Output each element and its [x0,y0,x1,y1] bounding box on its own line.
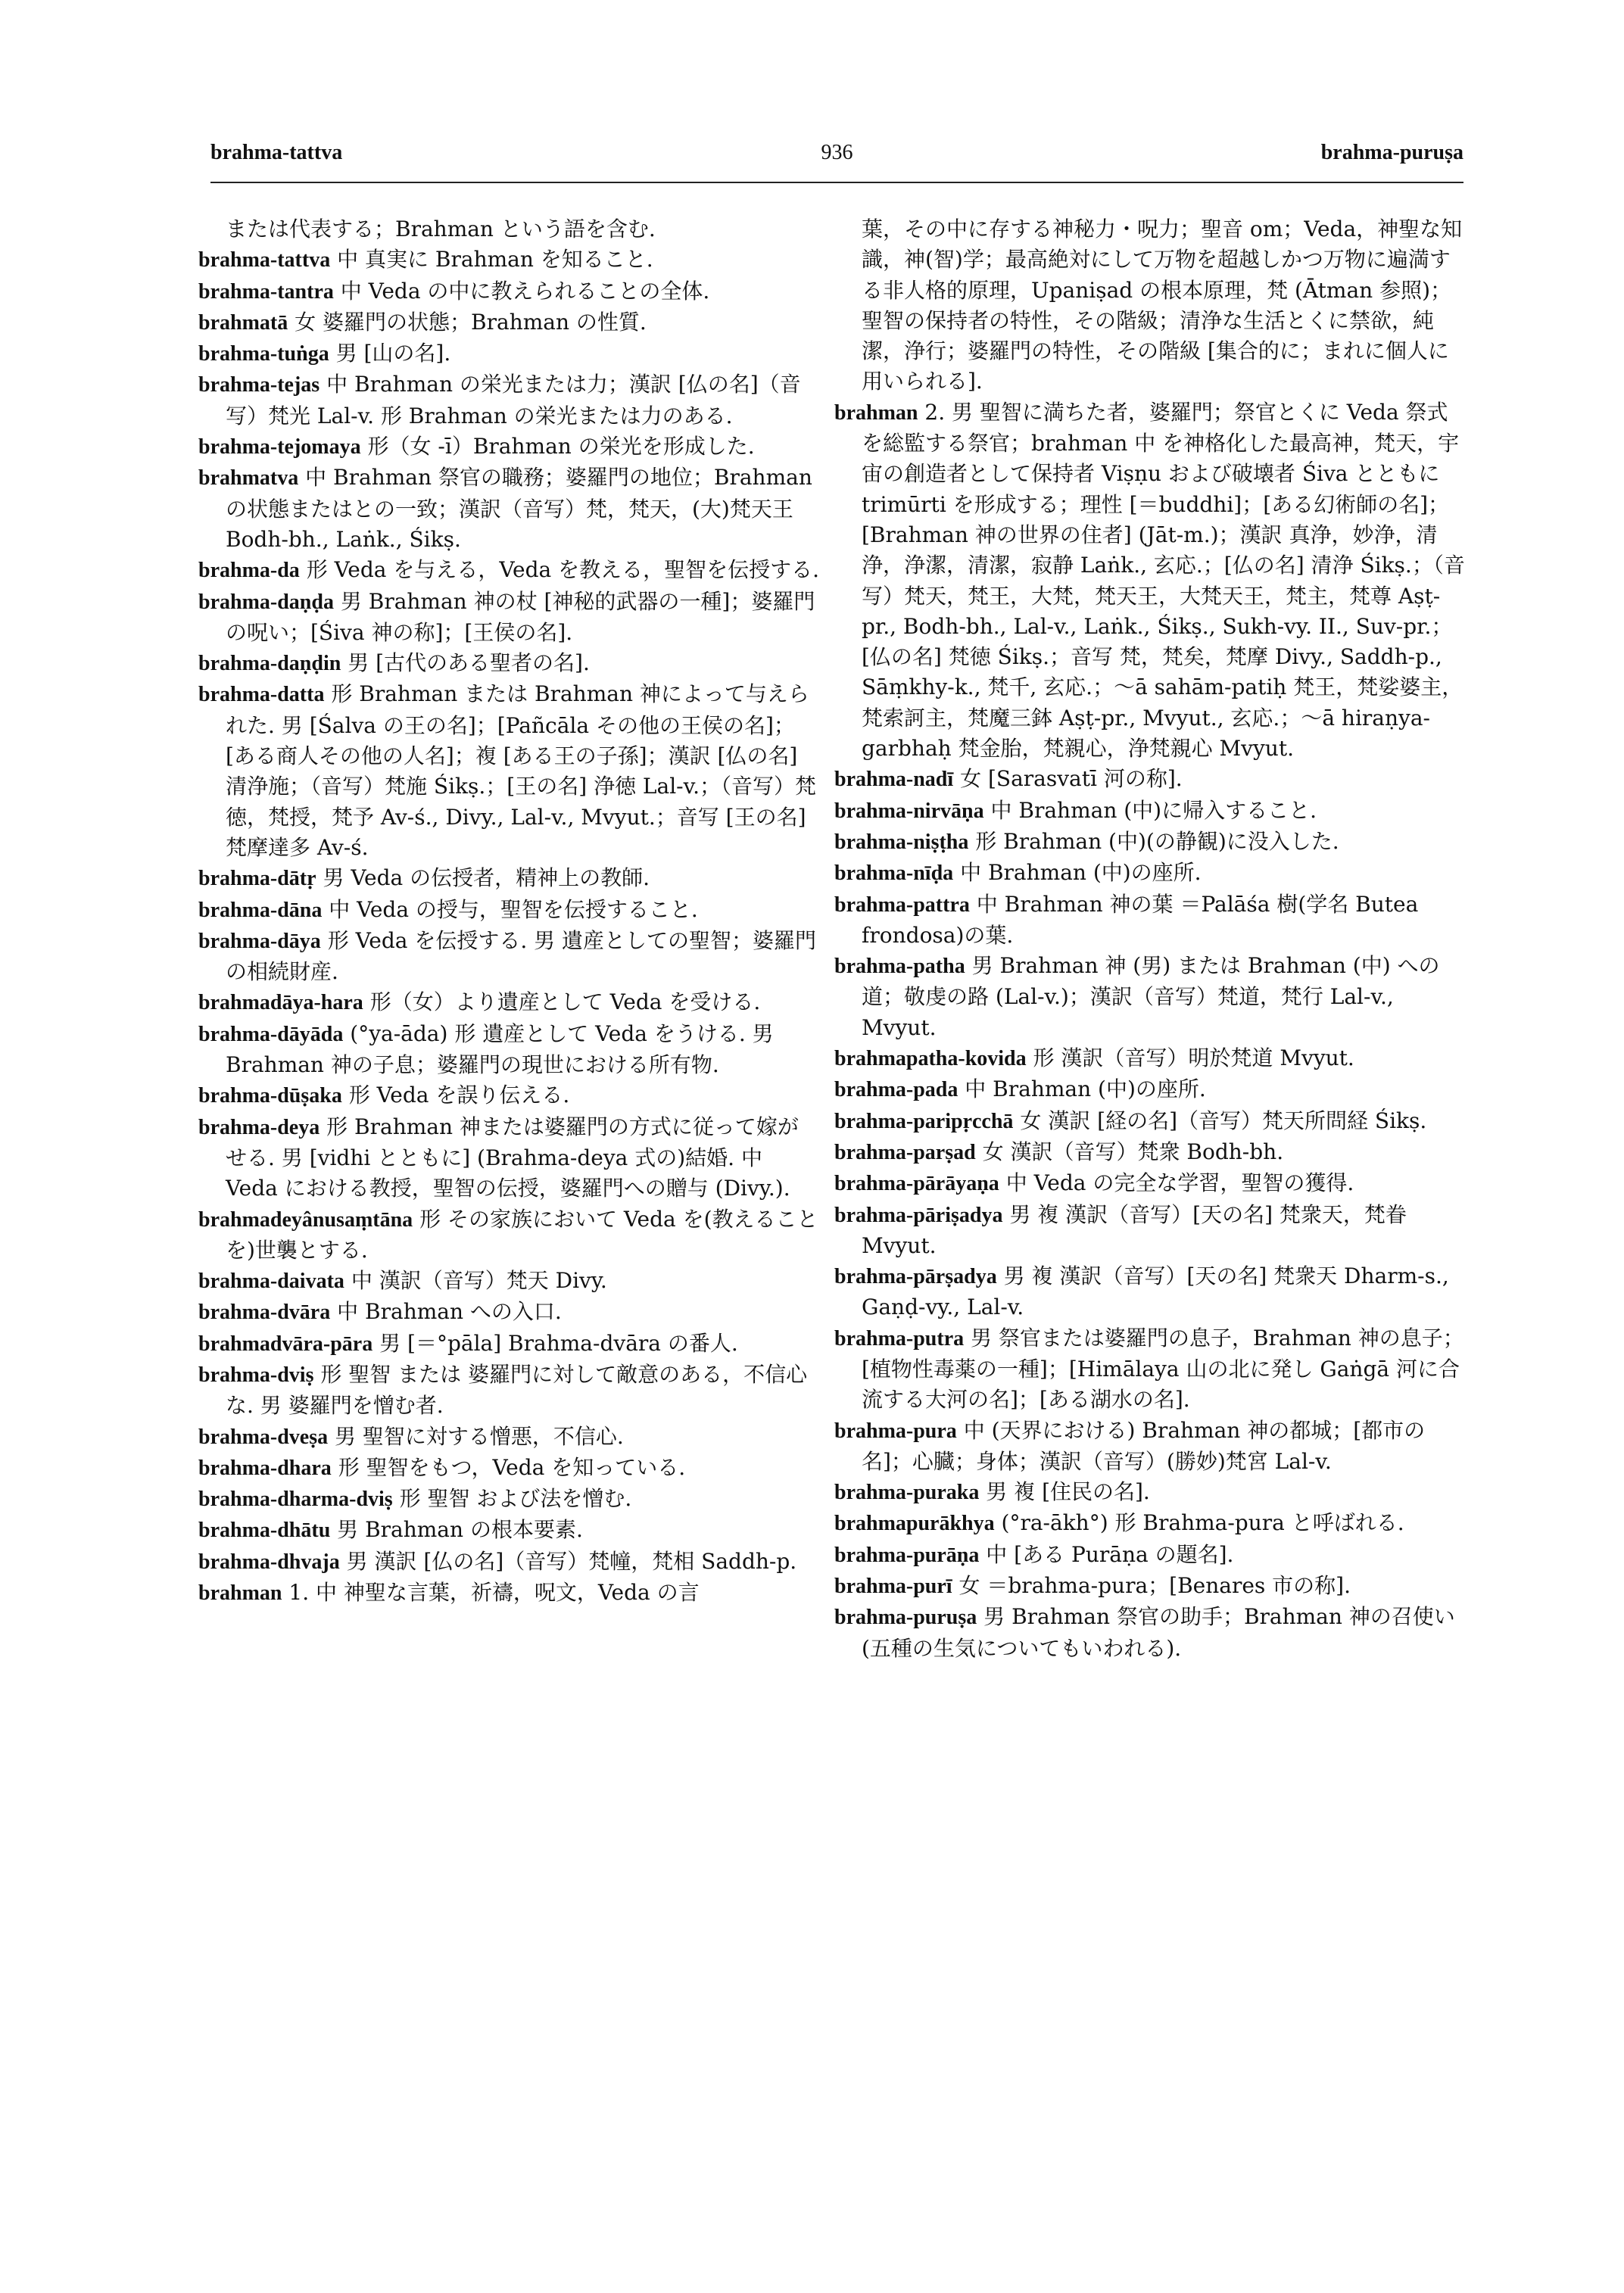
dictionary-entry [198,987,819,1018]
entry-definition: 形（女）より遺産として Veda を受ける. [369,989,761,1015]
entry-definition: 中 Veda の授与，聖智を伝授すること. [329,896,698,922]
dictionary-entry [198,1297,819,1328]
dictionary-entry [834,1323,1467,1416]
entry-definition: 中 Brahman 祭官の職務；婆羅門の地位；Brahman の状態またはとの一致；漢訳（音写）梵，梵天，(大)梵天王 Bodh-bh., Laṅk., Śikṣ. [226,465,812,552]
entry-definition: 中 Veda の完全な学習，聖智の獲得. [1005,1170,1354,1196]
entry-headword: brahma-dhara [198,1456,332,1480]
entry-definition: 女 [Sarasvatī 河の称]. [960,766,1183,792]
dictionary-entry [198,1484,819,1515]
dictionary-entry [198,214,819,245]
dictionary-entry [834,889,1467,952]
entry-headword: brahma-niṣṭha [834,830,969,854]
dictionary-entry [834,1200,1467,1262]
dictionary-entry [198,555,819,586]
entry-definition: 形 その家族において Veda を(教えることを)世襲とする. [226,1206,818,1263]
dictionary-entry [198,463,819,555]
dictionary-entry [834,1074,1467,1105]
dictionary-entry [834,1571,1467,1602]
dictionary-entry [198,1422,819,1453]
entry-headword: brahma-daṇḍin [198,652,341,676]
entry-definition: 形 Brahman (中)(の静観)に没入した. [975,828,1339,854]
entry-definition: 中 真実に Brahman を知ること. [337,247,653,273]
dictionary-entry [834,1106,1467,1137]
entry-definition: または代表する；Brahman という語を含む. [226,217,656,241]
entry-headword: brahma-tattva [198,248,331,273]
entry-headword: brahma-dhvaja [198,1550,340,1574]
dictionary-entry [834,214,1467,397]
entry-headword: brahmadvāra-pāra [198,1332,373,1356]
entry-headword: brahma-tantra [198,279,334,304]
dictionary-entry [198,863,819,894]
dictionary-entry [834,951,1467,1043]
entry-definition: 男 祭官または婆羅門の息子，Brahman 神の息子；[植物性毒薬の一種]；[Himālaya 山の北に発し Gaṅgā 河に合流する大河の名]；[ある湖水の名]. [862,1325,1464,1413]
entry-definition: 形 漢訳（音写）明於梵道 Mvyut. [1033,1045,1354,1071]
entry-headword: brahma-deya [198,1115,320,1139]
entry-definition: 中 Brahman (中)の座所. [960,860,1202,886]
entry-headword: brahma-tejomaya [198,435,361,460]
entry-definition: 男 [山の名]. [335,341,451,366]
entry-definition: 女 ＝brahma-pura；[Benares 市の称]. [959,1573,1351,1599]
entry-definition: (°ra-ākh°) 形 Brahma-pura と呼ばれる. [1001,1510,1404,1536]
entry-headword: brahma-purāṇa [834,1543,980,1567]
dictionary-entry [198,895,819,926]
entry-headword: brahma-pāriṣadya [834,1203,1003,1227]
entry-definition: 女 漢訳 [経の名]（音写）梵天所問経 Śikṣ. [1020,1108,1427,1133]
dictionary-entry [198,338,819,369]
entry-definition: 中 (天界における) Brahman 神の都城；[都市の名]；心臓；身体；漢訳（音写）(勝妙)梵宮 Lal-v. [862,1417,1426,1474]
dictionary-entry [198,307,819,338]
entry-definition: 中 Veda の中に教えられることの全体. [340,278,710,304]
left-column [198,214,819,1609]
entry-definition: 中 Brahman 神の葉 ＝Palāśa 樹(学名 Butea frondosa)の葉. [862,891,1419,948]
entry-definition: 形 Brahman 神または婆羅門の方式に従って嫁がせる. 男 [vidhi とともに] (Brahma-deya 式の)結婚. 中 Veda における教授，聖智の伝授，婆羅門への贈与 (Divy.). [226,1114,799,1201]
entry-headword: brahma-pārāyaṇa [834,1172,999,1196]
entry-headword: brahma-tuṅga [198,342,329,366]
dictionary-entry [834,827,1467,858]
page-header [210,141,1463,186]
dictionary-entry [198,245,819,276]
dictionary-entry [834,1137,1467,1168]
entry-definition: 形 聖智 および法を憎む. [399,1486,632,1512]
entry-headword: brahman [198,1581,282,1606]
dictionary-entry [198,1112,819,1204]
dictionary-entry [834,1477,1467,1508]
entry-definition: 形（女 -ī）Brahman の栄光を形成した. [367,434,755,460]
dictionary-entry [834,1261,1467,1323]
entry-definition: 女 婆羅門の状態；Brahman の性質. [295,309,647,335]
entry-headword: brahma-paripṛcchā [834,1109,1014,1133]
dictionary-entry [198,1266,819,1297]
entry-definition: 中 Brahman への入口. [337,1299,562,1325]
dictionary-entry [198,1578,819,1609]
entry-headword: brahma-pada [834,1078,959,1102]
entry-definition: 男 漢訳 [仏の名]（音写）梵幢，梵相 Saddh-p. [346,1548,797,1574]
entry-definition: 2. 男 聖智に満ちた者，婆羅門；祭官とくに Veda 祭式を総監する祭官；brahman 中 を神格化した最高神，梵天，宇宙の創造者として保持者 Viṣṇu および破壊者 Śiva とともに trimūrti を形成する；理性 [＝buddhi]；[ある幻術師の名]；[Brahman 神の世界の住者] (Jāt-m.)；漢訳 真浄，妙浄，清浄，浄潔，清潔，寂静 Laṅk., 玄応.；[仏の名] 清浄 Śikṣ.；（音写）梵天，梵王，大梵，梵天王，大梵天王，梵主，梵尊 Aṣṭ-pr., Bodh-bh., Lal-v., Laṅk., Śikṣ., Sukh-vy. II., Suv-pr.；[仏の名] 梵徳 Śikṣ.；音写 梵，梵矣，梵摩 Divy., Saddh-p., Sāṃkhy-k., 梵千, 玄応.；～ā sahām-patiḥ 梵王，梵娑婆主，梵索訶主，梵魔三鉢 Aṣṭ-pr., Mvyut., 玄応.；～ā hiraṇya-garbhaḥ 梵金胎，梵親心，浄梵親心 Mvyut. [862,399,1465,762]
dictionary-entry [198,1329,819,1360]
right-guide-word: brahma-puruṣa [1320,141,1463,164]
entry-headword: brahma-nīḍa [834,861,954,886]
dictionary-entry [198,369,819,431]
dictionary-entry [198,276,819,307]
dictionary-entry [834,1540,1467,1571]
entry-headword: brahmapatha-kovida [834,1047,1027,1071]
dictionary-entry [198,1360,819,1422]
dictionary-entry [834,764,1467,795]
entry-headword: brahman [834,400,918,425]
entry-definition: 中 Brahman (中)に帰入すること. [990,797,1317,823]
entry-headword: brahma-purī [834,1575,952,1599]
entry-headword: brahma-dūṣaka [198,1084,342,1108]
entry-headword: brahma-nadī [834,768,954,792]
entry-headword: brahma-dviṣ [198,1363,314,1387]
dictionary-entry [198,648,819,679]
entry-definition: 男 Veda の伝授者，精神上の教師. [323,865,650,891]
entry-headword: brahma-dāyāda [198,1022,344,1046]
dictionary-entry [198,1515,819,1546]
entry-headword: brahma-pārṣadya [834,1265,997,1289]
entry-headword: brahma-puruṣa [834,1606,977,1630]
entry-headword: brahma-dātṛ [198,867,316,891]
dictionary-entry [198,587,819,649]
entry-headword: brahma-da [198,559,300,583]
entry-definition: 中 [ある Purāṇa の題名]. [986,1541,1234,1567]
right-column [834,214,1467,1664]
entry-definition: (°ya-āda) 形 遺産として Veda をうける. 男 Brahman 神の子息；婆羅門の現世における所有物. [226,1020,774,1078]
dictionary-entry [198,926,819,988]
entry-headword: brahmatā [198,310,288,335]
entry-headword: brahma-puraka [834,1481,980,1505]
entry-headword: brahma-patha [834,955,965,979]
entry-definition: 女 漢訳（音写）梵衆 Bodh-bh. [982,1139,1284,1164]
entry-headword: brahma-dhātu [198,1519,331,1543]
entry-headword: brahma-putra [834,1326,965,1351]
entry-definition: 形 Veda を誤り伝える. [348,1083,570,1108]
entry-headword: brahma-dāna [198,898,323,922]
entry-definition: 形 Veda を伝授する. 男 遺産としての聖智；婆羅門の相続財産. [226,927,817,985]
entry-headword: brahmatva [198,466,299,491]
entry-definition: 男 複 漢訳（音写）[天の名] 梵衆天 Dharm-s., Gaṇḍ-vy., Lal-v. [862,1263,1449,1320]
entry-definition: 形 聖智 または 婆羅門に対して敵意のある，不信心な. 男 婆羅門を憎む者. [226,1361,808,1419]
entry-definition: 中 漢訳（音写）梵天 Divy. [351,1268,607,1294]
entry-definition: 男 [古代のある聖者の名]. [348,650,590,676]
dictionary-entry [834,1416,1467,1478]
entry-headword: brahma-tejas [198,373,320,397]
entry-definition: 男 聖智に対する憎悪，不信心. [335,1423,624,1449]
dictionary-entry [834,796,1467,827]
entry-definition: 男 [＝°pāla] Brahma-dvāra の番人. [379,1330,738,1356]
entry-headword: brahma-nirvāṇa [834,799,984,823]
dictionary-entry [834,1508,1467,1539]
entry-definition: 形 Veda を与える，Veda を教える，聖智を伝授する. [306,557,819,583]
entry-headword: brahmadeyânusaṃtāna [198,1207,413,1232]
entry-headword: brahma-dharma-dviṣ [198,1488,393,1512]
entry-definition: 葉，その中に存する神秘力・呪力；聖音 om；Veda，神聖な知識，神(智)学；最高絶対にして万物を超越しかつ万物に遍満する非人格的原理，Upaniṣad の根本原理，梵 (Ātman 参照)；聖智の保持者の特性，その階級；清浄な生活とくに禁欲，純潔，浄行；婆羅門の特性，その階級 [集合的に；まれに個人に用いられる]. [862,217,1463,394]
dictionary-entry [834,858,1467,889]
dictionary-entry [834,1168,1467,1199]
entry-headword: brahmapurākhya [834,1512,995,1536]
entry-definition: 男 複 [住民の名]. [986,1479,1150,1505]
dictionary-entry [834,1602,1467,1664]
dictionary-entry [198,1204,819,1266]
entry-definition: 形 Brahman または Brahman 神によって与えられた. 男 [Śalva の王の名]；[Pañcāla その他の王侯の名]；[ある商人その他の人名]；複 [ある王の子孫]；漢訳 [仏の名] 清浄施；（音写）梵施 Śikṣ.；[王の名] 浄徳 Lal-v.；（音写）梵徳，梵授，梵予 Av-ś., Divy., Lal-v., Mvyut.；音写 [王の名] 梵摩達多 Av-ś. [226,681,817,860]
dictionary-entry [198,1080,819,1111]
page-number: 936 [821,141,853,164]
entry-headword: brahmadāya-hara [198,991,363,1015]
dictionary-entry [834,397,1467,765]
entry-definition: 中 Brahman の栄光または力；漢訳 [仏の名]（音写）梵光 Lal-v. 形 Brahman の栄光または力のある. [226,372,801,428]
dictionary-entry [198,1453,819,1484]
header-rule [210,182,1463,183]
entry-definition: 男 Brahman 祭官の助手；Brahman 神の召使い (五種の生気についてもいわれる). [862,1604,1455,1661]
entry-definition: 中 Brahman (中)の座所. [965,1076,1206,1102]
entry-headword: brahma-daṇḍa [198,590,334,614]
dictionary-entry [834,1043,1467,1074]
entry-definition: 男 複 漢訳（音写）[天の名] 梵衆天，梵眷 Mvyut. [862,1201,1407,1258]
entry-definition: 男 Brahman 神 (男) または Brahman (中) への道；敬虔の路 (Lal-v.)；漢訳（音写）梵道，梵行 Lal-v., Mvyut. [862,953,1440,1040]
entry-definition: 男 Brahman の根本要素. [337,1517,583,1543]
dictionary-entry [198,431,819,463]
entry-headword: brahma-dvāra [198,1301,331,1325]
dictionary-entry [198,1019,819,1081]
entry-headword: brahma-parṣad [834,1140,976,1164]
entry-headword: brahma-datta [198,683,325,707]
entry-headword: brahma-dāya [198,929,321,953]
entry-headword: brahma-pattra [834,893,970,917]
entry-headword: brahma-pura [834,1419,957,1443]
entry-definition: 男 Brahman 神の杖 [神秘的武器の一種]；婆羅門の呪い；[Śiva 神の称]；[王侯の名]. [226,588,815,645]
entry-definition: 形 聖智をもつ，Veda を知っている. [338,1454,686,1480]
dictionary-entry [198,1547,819,1578]
left-guide-word: brahma-tattva [210,141,343,164]
entry-headword: brahma-daivata [198,1270,344,1294]
entry-definition: 1. 中 神聖な言葉，祈禱，呪文，Veda の言 [288,1580,700,1606]
dictionary-entry [198,679,819,863]
entry-headword: brahma-dveṣa [198,1425,329,1449]
